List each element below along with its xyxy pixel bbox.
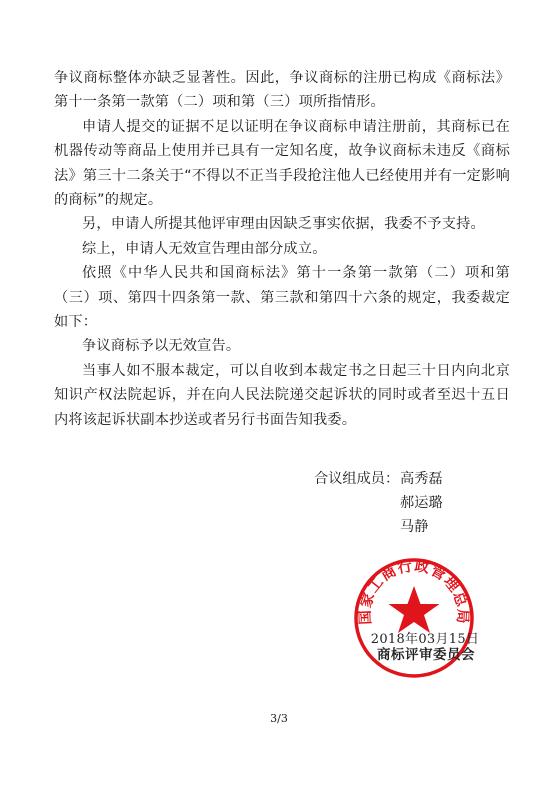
ruling-body [54, 66, 510, 432]
page-number: 3/3 [270, 712, 288, 725]
paragraph-7: 当事人如不服本裁定，可以自收到本裁定书之日起三十日内向北京知识产权法院起诉，并在向人民法院递交起诉状的同时或者至迟十五日内将该起诉状副本抄送或者另行书面告知我委。 [54, 362, 510, 428]
panel-members [314, 467, 443, 539]
paragraph-6: 争议商标予以无效宣告。 [82, 338, 241, 355]
panel-member-2: 郝运璐 [400, 495, 443, 511]
panel-member-3: 马静 [400, 519, 429, 535]
paragraph-3: 另，申请人所提其他评审理由因缺乏事实依据，我委不予支持。 [82, 216, 485, 233]
paragraph-2: 申请人提交的证据不足以证明在争议商标申请注册前，其商标已在机器传动等商品上使用并已具有一定知名度，故争议商标未违反《商标法》第三十二条关于“不得以不正当手段抢注他人已经使用并有一定影响的商标”的规定。 [54, 118, 510, 209]
panel-label: 合议组成员： [314, 471, 400, 487]
seal-bottom-text: 商标评审委员会 [377, 647, 475, 663]
paragraph-5: 依照《中华人民共和国商标法》第十一条第一款第（二）项和第（三）项、第四十四条第一款、第三款和第四十六条的规定，我委裁定如下： [54, 265, 510, 331]
panel-member-1: 高秀磊 [400, 471, 443, 487]
paragraph-4: 综上，申请人无效宣告理由部分成立。 [82, 240, 327, 257]
ruling-date: 2018年03月15日 [370, 632, 480, 647]
paragraph-1: 争议商标整体亦缺乏显著性。因此，争议商标的注册已构成《商标法》第十一条第一款第（二）项和第（三）项所指情形。 [54, 70, 510, 111]
star-icon [389, 586, 440, 633]
seal-arc-text: 国家工商行政管理总局 [357, 558, 471, 625]
